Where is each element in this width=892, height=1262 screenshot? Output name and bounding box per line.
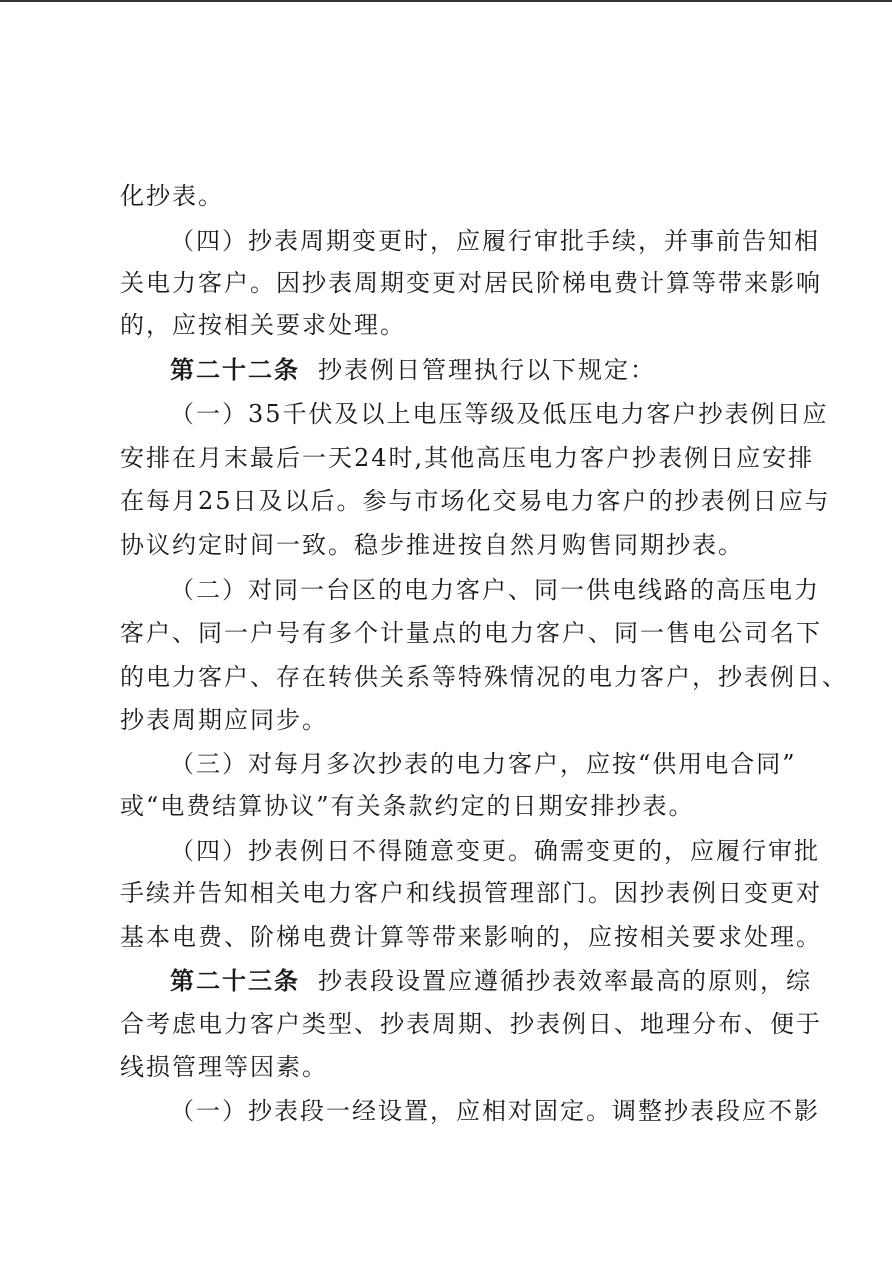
line-text: 化抄表。 <box>120 182 224 210</box>
line-text: 的，应按相关要求处理。 <box>120 311 406 339</box>
line-text: （四）抄表周期变更时，应履行审批手续，并事前告知相 <box>170 227 820 255</box>
text-line <box>120 174 224 218</box>
text-line <box>120 871 822 915</box>
text-line <box>120 523 744 567</box>
line-text: 手续并告知相关电力客户和线损管理部门。因抄表例日变更对 <box>120 879 822 907</box>
page-top-border <box>0 0 892 2</box>
text-line <box>120 1002 822 1046</box>
line-text: 线损管理等因素。 <box>120 1053 328 1081</box>
text-line <box>170 392 829 436</box>
line-text: 基本电费、阶梯电费计算等带来影响的，应按相关要求处理。 <box>120 923 822 951</box>
line-text: 合考虑电力客户类型、抄表周期、抄表例日、地理分布、便于 <box>120 1010 822 1038</box>
text-line <box>170 959 812 1003</box>
text-line <box>170 829 820 873</box>
line-text: 抄表周期应同步。 <box>120 706 328 734</box>
article-heading: 第二十三条 <box>170 966 300 995</box>
text-line <box>120 698 328 742</box>
text-line <box>120 479 831 523</box>
line-text: 协议约定时间一致。稳步推进按自然月购售同期抄表。 <box>120 531 744 559</box>
text-line <box>120 784 695 828</box>
line-text: 抄表段设置应遵循抄表效率最高的原则，综 <box>318 967 812 995</box>
line-text: （三）对每月多次抄表的电力客户，应按“供用电合同” <box>170 750 797 778</box>
text-line <box>170 1089 820 1133</box>
line-text: 的电力客户、存在转供关系等特殊情况的电力客户，抄表例日、 <box>120 663 848 691</box>
text-line <box>120 303 406 347</box>
text-line <box>120 436 814 480</box>
line-text: 安排在月末最后一天24时,其他高压电力客户抄表例日应安排 <box>120 444 815 472</box>
line-text: （二）对同一台区的电力客户、同一供电线路的高压电力 <box>170 576 820 604</box>
line-text: 关电力客户。因抄表周期变更对居民阶梯电费计算等带来影响 <box>120 269 822 297</box>
line-text: （一）抄表段一经设置，应相对固定。调整抄表段应不影 <box>170 1097 820 1125</box>
line-text: 客户、同一户号有多个计量点的电力客户、同一售电公司名下 <box>120 619 822 647</box>
text-line <box>120 915 822 959</box>
article-heading: 第二十二条 <box>170 355 300 384</box>
text-line <box>170 568 820 612</box>
line-text: 在每月25日及以后。参与市场化交易电力客户的抄表例日应与 <box>120 487 831 515</box>
line-text: （四）抄表例日不得随意变更。确需变更的，应履行审批 <box>170 837 820 865</box>
text-line <box>120 655 848 699</box>
text-line <box>120 261 822 305</box>
text-line <box>170 742 797 786</box>
text-line <box>170 348 656 392</box>
text-line <box>120 1045 328 1089</box>
line-text: （一）35千伏及以上电压等级及低压电力客户抄表例日应 <box>170 400 829 428</box>
text-line <box>170 219 820 263</box>
line-text: 抄表例日管理执行以下规定： <box>318 356 656 384</box>
line-text: 或“电费结算协议”有关条款约定的日期安排抄表。 <box>120 792 695 820</box>
text-line <box>120 611 822 655</box>
